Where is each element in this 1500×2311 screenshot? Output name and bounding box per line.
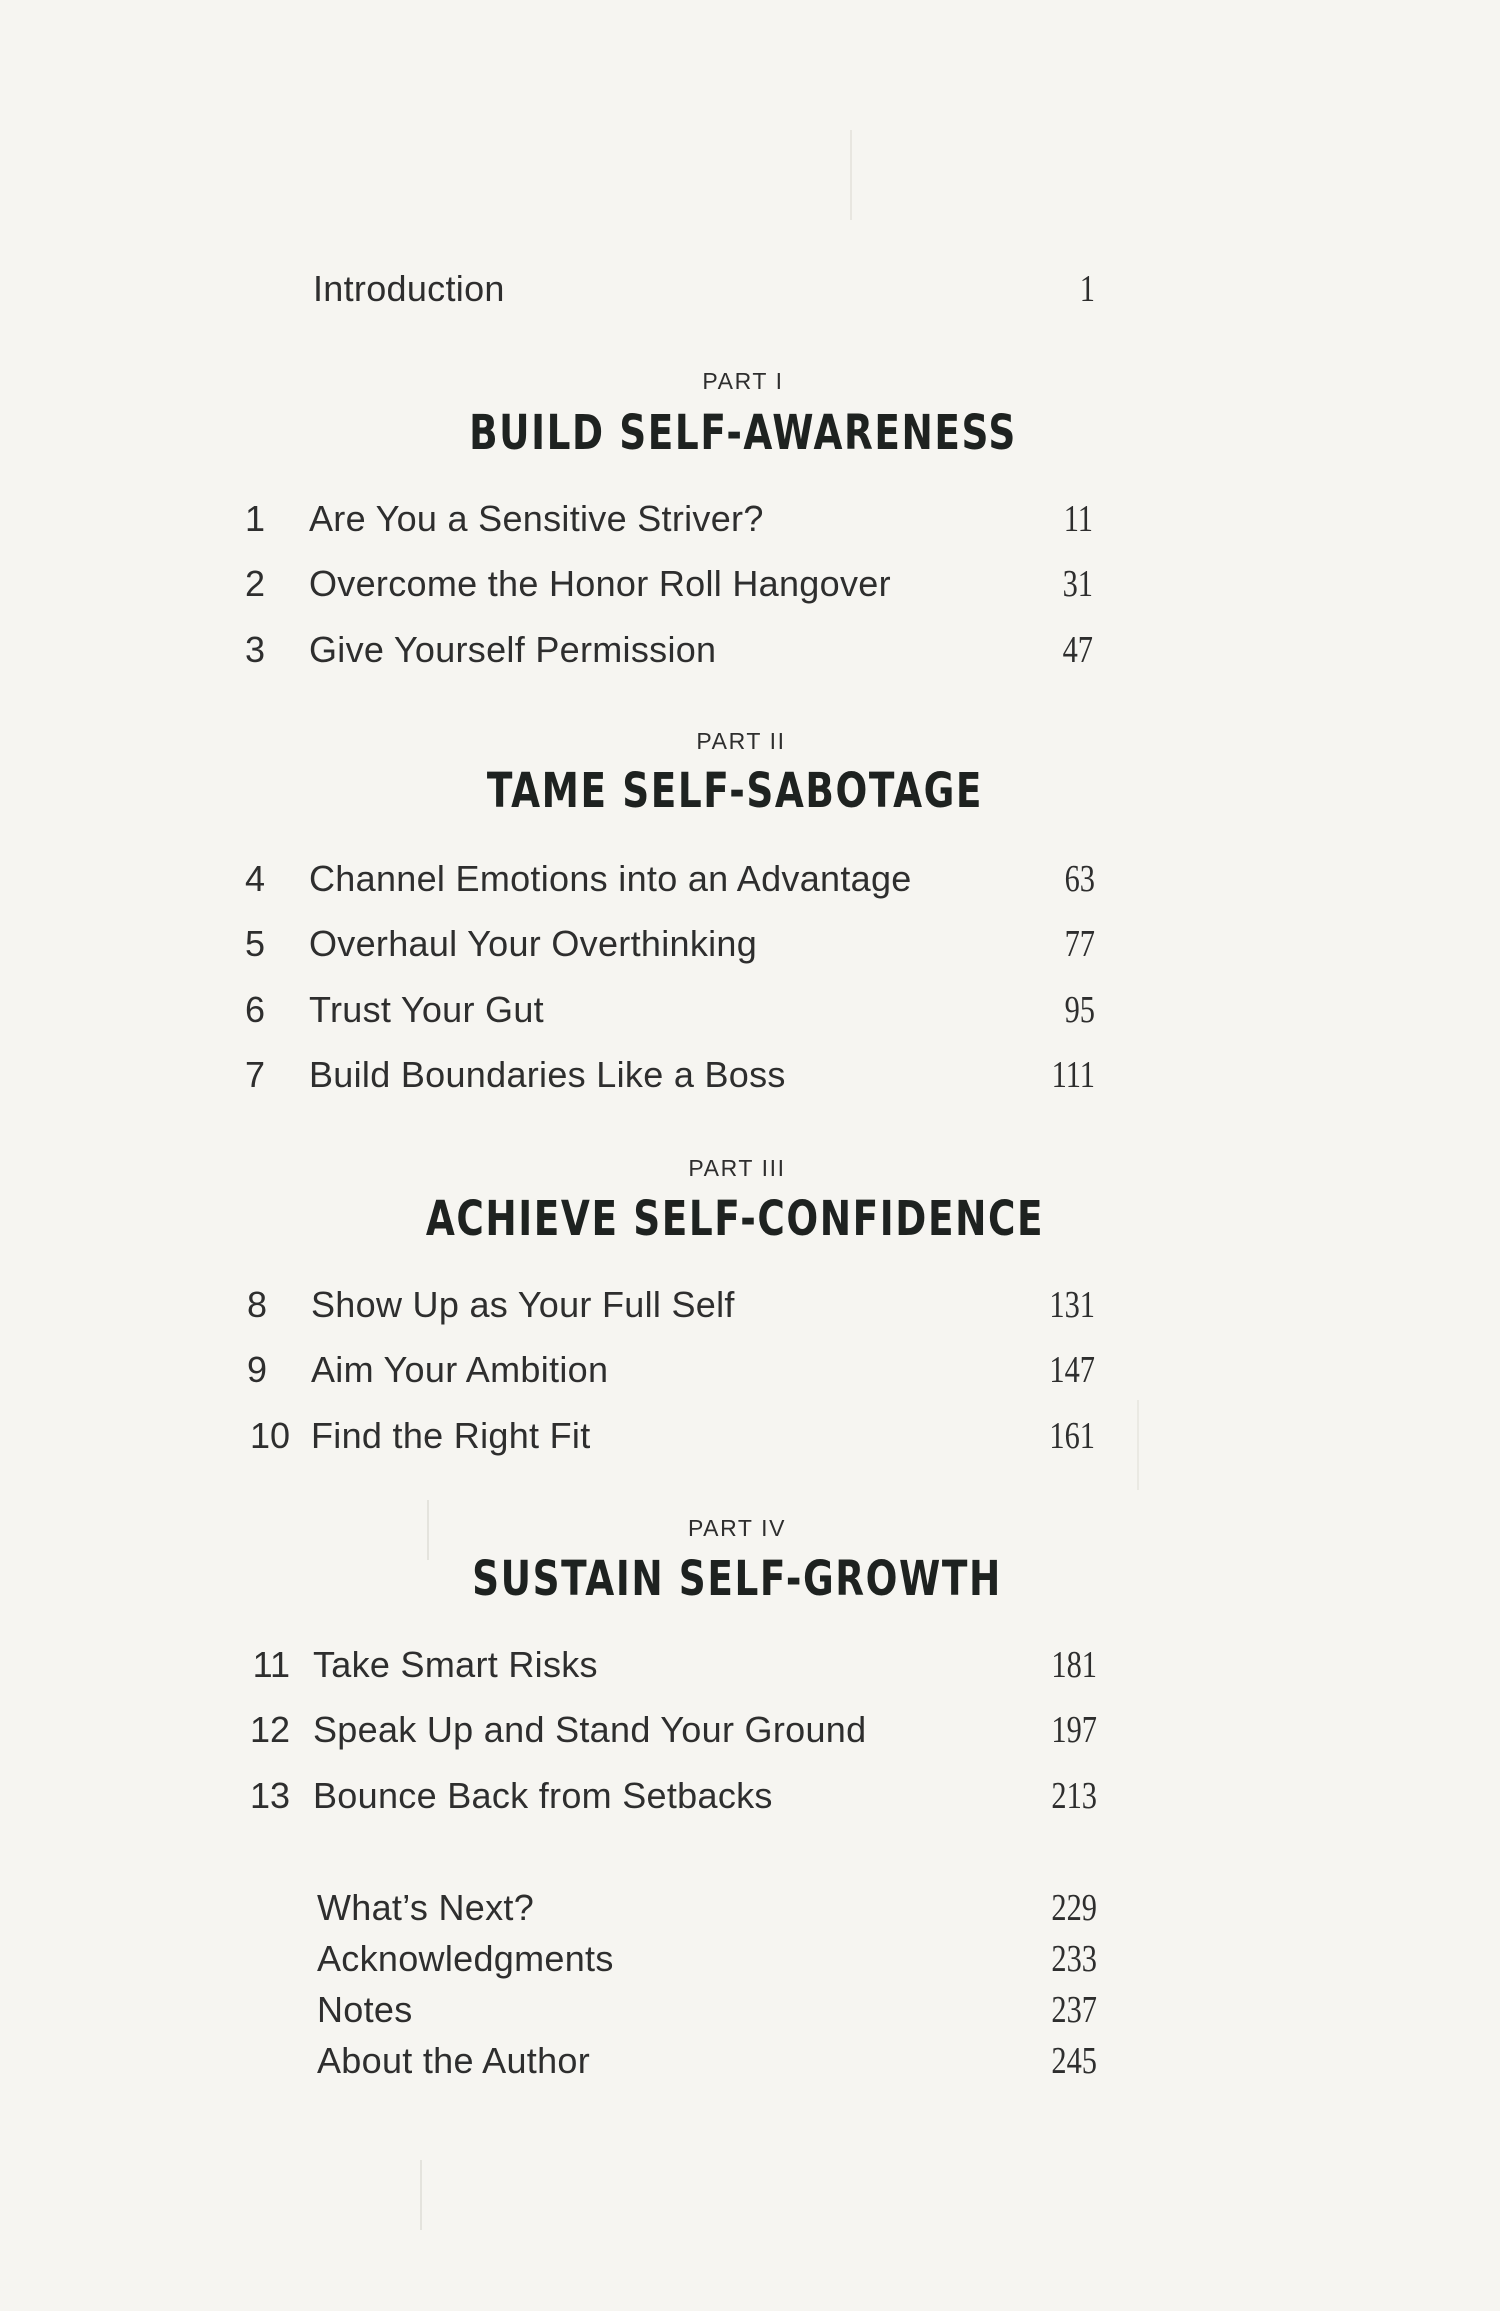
chapter-title: Are You a Sensitive Striver?	[309, 498, 764, 539]
chapter-title: Give Yourself Permission	[309, 629, 717, 670]
part-label: PART III	[688, 1155, 786, 1181]
chapter-title: Bounce Back from Setbacks	[313, 1775, 773, 1816]
chapter-number: 4	[244, 858, 265, 899]
chapter-title: Build Boundaries Like a Boss	[309, 1054, 786, 1095]
chapter-page: 11	[1063, 498, 1093, 540]
backmatter-title: Notes	[317, 1989, 413, 2030]
chapter-number: 6	[244, 989, 265, 1030]
chapter-title: Show Up as Your Full Self	[311, 1284, 735, 1325]
toc-entry-title: Introduction	[313, 268, 505, 309]
part-label: PART IV	[687, 1515, 787, 1541]
chapter-title: Take Smart Risks	[313, 1644, 598, 1685]
chapter-title: Overhaul Your Overthinking	[309, 923, 758, 964]
chapter-page: 147	[1049, 1349, 1095, 1391]
part-title: BUILD SELF-AWARENESS	[469, 405, 1017, 461]
backmatter-title: About the Author	[317, 2040, 591, 2081]
scan-mark	[850, 130, 852, 220]
chapter-page: 213	[1051, 1775, 1097, 1817]
part-title: ACHIEVE SELF-CONFIDENCE	[425, 1191, 1045, 1247]
part-title: TAME SELF-SABOTAGE	[486, 763, 984, 819]
chapter-page: 131	[1049, 1284, 1095, 1326]
chapter-page: 47	[1062, 629, 1093, 671]
part-title: SUSTAIN SELF-GROWTH	[472, 1551, 1002, 1607]
chapter-number: 9	[246, 1349, 267, 1390]
chapter-number: 2	[244, 563, 265, 604]
chapter-title: Find the Right Fit	[311, 1415, 591, 1456]
backmatter-page: 237	[1051, 1989, 1097, 2031]
chapter-page: 31	[1062, 563, 1093, 605]
chapter-title: Aim Your Ambition	[311, 1349, 609, 1390]
scan-mark	[1137, 1400, 1139, 1490]
backmatter-page: 233	[1051, 1938, 1097, 1980]
chapter-page: 197	[1051, 1709, 1097, 1751]
chapter-page: 111	[1051, 1054, 1095, 1096]
chapter-number: 3	[244, 629, 265, 670]
chapter-page: 77	[1064, 923, 1095, 965]
scan-mark	[427, 1500, 429, 1560]
chapter-number: 8	[246, 1284, 267, 1325]
chapter-title: Speak Up and Stand Your Ground	[313, 1709, 867, 1750]
scan-mark	[420, 2160, 422, 2230]
part-label: PART I	[702, 368, 784, 394]
chapter-number: 12	[249, 1709, 290, 1750]
chapter-number: 10	[249, 1415, 290, 1456]
chapter-title: Channel Emotions into an Advantage	[309, 858, 912, 899]
backmatter-page: 229	[1051, 1887, 1097, 1929]
backmatter-page: 245	[1051, 2040, 1097, 2082]
chapter-title: Overcome the Honor Roll Hangover	[309, 563, 891, 604]
backmatter-title: Acknowledgments	[317, 1938, 614, 1979]
chapter-page: 63	[1064, 858, 1095, 900]
chapter-page: 95	[1064, 989, 1095, 1031]
toc-entry-page: 1	[1079, 268, 1095, 310]
chapter-page: 181	[1051, 1644, 1097, 1686]
part-label: PART II	[696, 728, 786, 754]
chapter-title: Trust Your Gut	[309, 989, 544, 1030]
chapter-number: 11	[252, 1644, 290, 1685]
backmatter-title: What’s Next?	[317, 1887, 535, 1928]
chapter-number: 13	[249, 1775, 290, 1816]
chapter-number: 1	[244, 498, 265, 539]
chapter-number: 5	[244, 923, 265, 964]
chapter-number: 7	[244, 1054, 265, 1095]
chapter-page: 161	[1049, 1415, 1095, 1457]
